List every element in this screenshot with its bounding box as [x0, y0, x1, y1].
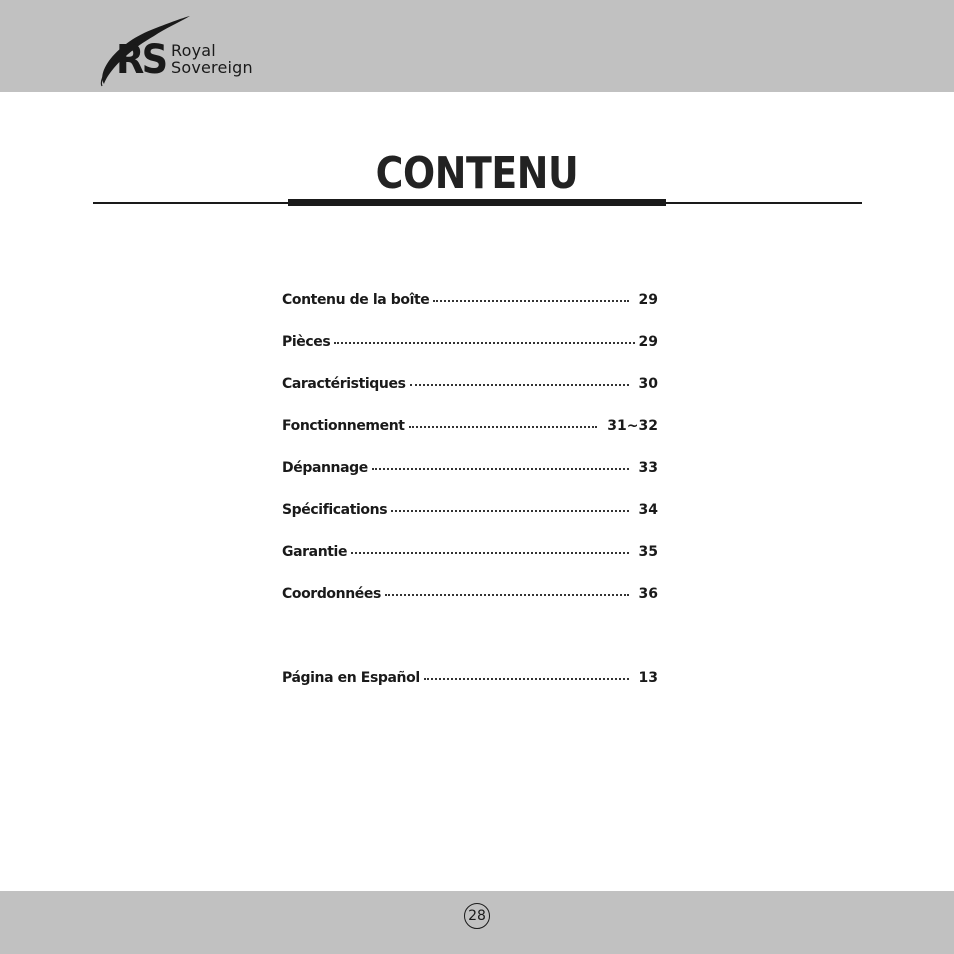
toc-entry[interactable] [282, 500, 658, 520]
toc-leader-dots [424, 677, 629, 680]
toc-entry[interactable] [282, 584, 658, 604]
toc-entry[interactable] [282, 668, 658, 688]
toc-leader-dots [410, 383, 629, 386]
toc-leader-dots [372, 467, 629, 470]
toc-entry-page: 35 [638, 544, 658, 560]
toc-entry[interactable] [282, 458, 658, 478]
toc-entry[interactable] [282, 290, 658, 310]
toc-entry-page: 30 [638, 376, 658, 392]
toc-entry-page: 29 [638, 292, 658, 308]
toc-entry[interactable] [282, 542, 658, 562]
toc-entry[interactable] [282, 416, 658, 436]
toc-leader-dots [433, 299, 628, 302]
title-rule-thick [288, 199, 666, 206]
toc-leader-dots [351, 551, 628, 554]
logo-line-royal: Royal [171, 41, 216, 60]
toc-entry-page: 34 [638, 502, 658, 518]
toc-entry[interactable] [282, 374, 658, 394]
toc-entry-label: Caractéristiques [282, 376, 406, 392]
toc-entry-page: 13 [638, 670, 658, 686]
toc-leader-dots [334, 341, 634, 344]
toc-leader-dots [391, 509, 628, 512]
logo-mark: RS [116, 37, 166, 83]
header-band [0, 0, 954, 92]
logo-line-sovereign: Sovereign [171, 58, 253, 77]
page-title: CONTENU [375, 148, 579, 199]
toc-entry-label: Coordonnées [282, 586, 381, 602]
toc-entry-label: Spécifications [282, 502, 388, 518]
toc-entry-label: Pièces [282, 334, 331, 350]
toc-entry-label: Contenu de la boîte [282, 292, 430, 308]
toc-entry-page: 31~32 [607, 418, 658, 434]
toc-entry-page: 29 [638, 334, 658, 350]
toc-entry-label: Dépannage [282, 460, 368, 476]
toc-entry-page: 36 [638, 586, 658, 602]
toc-entry-label: Página en Español [282, 670, 420, 686]
toc-entry-page: 33 [638, 460, 658, 476]
royal-sovereign-logo [96, 14, 286, 90]
toc-leader-dots [409, 425, 598, 428]
toc-entry-label: Fonctionnement [282, 418, 405, 434]
toc-entry-label: Garantie [282, 544, 348, 560]
toc-leader-dots [385, 593, 629, 596]
logo-wordmark [171, 42, 253, 76]
toc-entry[interactable] [282, 332, 658, 352]
page-number: 28 [464, 903, 490, 929]
